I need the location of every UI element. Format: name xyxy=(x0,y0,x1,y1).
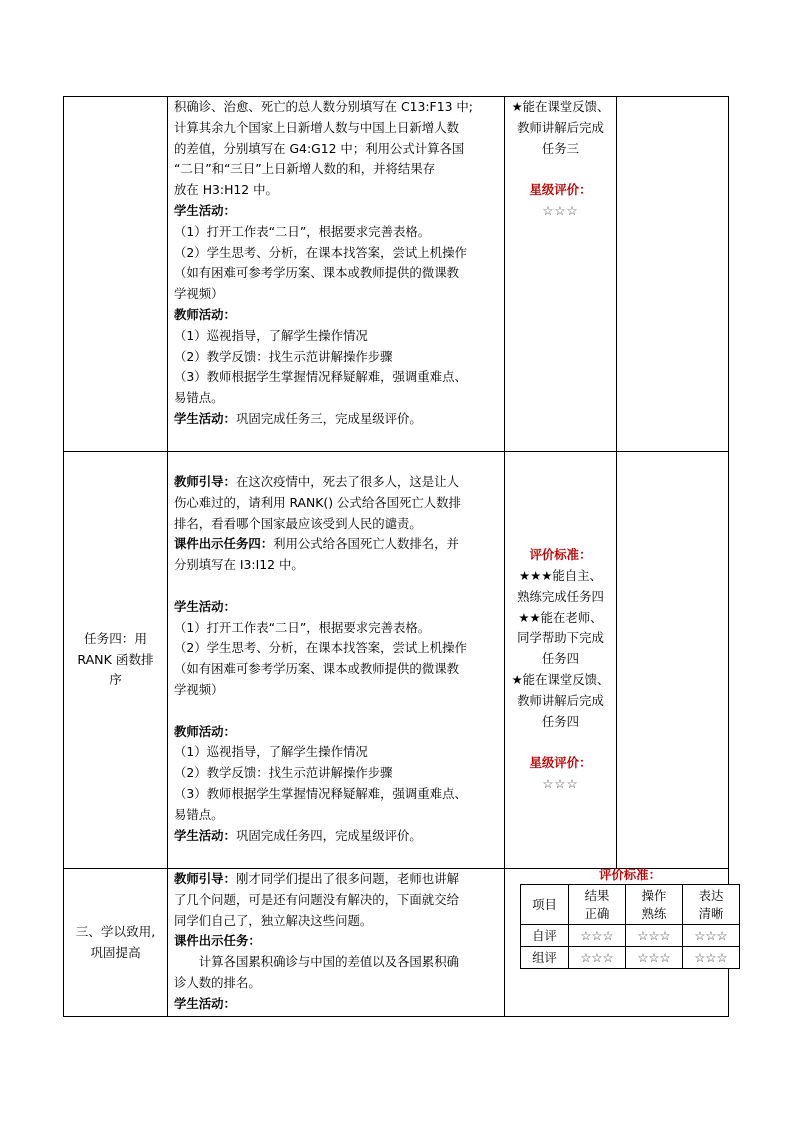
table-row xyxy=(521,925,740,947)
content-line xyxy=(174,701,500,722)
content-line xyxy=(174,284,500,305)
content-line xyxy=(174,347,500,368)
row3-content xyxy=(168,869,504,1015)
body-text: （3）教师根据学生掌握情况释疑解难，强调重难点、 xyxy=(174,785,467,801)
content-line xyxy=(174,118,500,139)
content-line xyxy=(174,805,500,826)
bold-label: 教师活动： xyxy=(174,723,236,739)
body-text: （1）巡视指导，了解学生操作情况 xyxy=(174,327,368,343)
content-line xyxy=(174,305,500,326)
row1-eval-cell xyxy=(505,97,617,452)
bold-label: 教师引导： xyxy=(174,474,236,489)
body-text: 刚才同学们提出了很多问题，老师也讲解 xyxy=(235,871,459,886)
content-line xyxy=(174,742,500,763)
bold-label: 课件出示任务： xyxy=(174,933,261,949)
body-text: 排名，看看哪个国家最应该受到人民的谴责。 xyxy=(174,515,422,531)
star-rating-title: 星级评价： xyxy=(529,182,592,198)
eval-stars: ☆☆☆ xyxy=(569,925,626,947)
row1-eval-line: ★能在课堂反馈、 xyxy=(511,99,610,114)
content-line xyxy=(174,784,500,805)
row1-eval-line: 教师讲解后完成 xyxy=(517,119,604,135)
evaluation-criteria-box xyxy=(520,866,740,969)
content-line xyxy=(174,638,500,659)
body-text: 利用公式给各国死亡人数排名，并 xyxy=(273,536,459,552)
content-line xyxy=(174,911,500,932)
eval-header-cell xyxy=(626,885,683,925)
eval-header-cell: 项目 xyxy=(521,885,569,925)
star-rating-title: 星级评价： xyxy=(529,755,592,771)
eval-header-text: 熟练 xyxy=(641,905,667,921)
eval-criteria-title: 评价标准： xyxy=(529,547,592,563)
content-line xyxy=(174,139,500,160)
body-text: 计算各国累积确诊与中国的差值以及各国累积确 xyxy=(174,954,459,970)
task-four-label: 任务四：用 RANK 函数排 序 xyxy=(77,630,154,688)
row3-label-cell xyxy=(64,869,168,1017)
eval-stars: ☆☆☆ xyxy=(626,947,683,969)
eval-header-text: 结果 xyxy=(584,887,610,903)
evaluation-table xyxy=(520,884,740,969)
body-text: “二日”和“三日”上日新增人数的和，并将结果存 xyxy=(174,161,436,177)
content-line xyxy=(174,472,500,493)
row1-eval-line: 任务三 xyxy=(541,140,580,156)
body-text: （1）巡视指导，了解学生操作情况 xyxy=(174,744,368,760)
content-line xyxy=(174,826,500,847)
content-line xyxy=(174,534,500,555)
apply-section-label: 三、学以致用, 巩固提高 xyxy=(75,923,156,960)
body-text: 计算其余九个国家上日新增人数与中国上日新增人数 xyxy=(174,119,459,135)
content-line xyxy=(174,618,500,639)
content-line xyxy=(174,263,500,284)
body-text: 的差值，分别填写在 G4:G12 中；利用公式计算各国 xyxy=(174,140,465,156)
content-line xyxy=(174,159,500,180)
row1-content-cell xyxy=(168,97,505,452)
eval-stars: ☆☆☆ xyxy=(569,947,626,969)
body-text: （1）打开工作表“二日”，根据要求完善表格。 xyxy=(174,223,431,239)
eval-header-text: 清晰 xyxy=(698,905,724,921)
bold-label: 学生活动： xyxy=(174,202,236,218)
bold-label: 课件出示任务四： xyxy=(174,536,274,552)
row2-content-cell xyxy=(168,452,505,869)
content-line xyxy=(174,576,500,597)
content-line xyxy=(174,973,500,994)
body-text: 在这次疫情中，死去了很多人，这是让人 xyxy=(235,474,459,489)
content-line xyxy=(174,493,500,514)
eval-header-text: 正确 xyxy=(584,905,610,921)
bold-label: 学生活动： xyxy=(174,598,236,614)
eval-stars: ☆☆☆ xyxy=(626,925,683,947)
row1-label-cell xyxy=(64,97,168,452)
eval-stars: ☆☆☆ xyxy=(683,947,740,969)
body-text: （如有困难可参考学历案、课本或教师提供的微课教 xyxy=(174,265,459,281)
content-line xyxy=(174,388,500,409)
row2-empty-cell xyxy=(617,452,729,869)
star-rating-stars: ☆☆☆ xyxy=(542,775,579,791)
body-text: （2）学生思考、分析，在课本找答案，尝试上机操作 xyxy=(174,244,467,260)
body-text: （如有困难可参考学历案、课本或教师提供的微课教 xyxy=(174,661,459,677)
row1-empty-cell xyxy=(617,97,729,452)
content-line xyxy=(174,201,500,222)
content-line xyxy=(174,931,500,952)
eval-header-text: 操作 xyxy=(641,887,667,903)
body-text: 巩固完成任务四，完成星级评价。 xyxy=(235,827,422,843)
body-text: 学视频） xyxy=(174,681,224,697)
content-line xyxy=(174,722,500,743)
body-text: 巩固完成任务三，完成星级评价。 xyxy=(235,410,422,426)
content-line xyxy=(174,763,500,784)
eval-header-cell xyxy=(683,885,740,925)
eval-table-title: 评价标准： xyxy=(599,867,661,882)
body-text: 积确诊、治愈、死亡的总人数分别填写在 C13:F13 中; xyxy=(174,99,473,114)
body-text: 了几个问题，可是还有问题没有解决的，下面就交给 xyxy=(174,891,459,907)
body-text: 放在 H3:H12 中。 xyxy=(174,182,278,198)
body-text: （2）学生思考、分析，在课本找答案，尝试上机操作 xyxy=(174,640,467,656)
content-line xyxy=(174,890,500,911)
content-line xyxy=(174,659,500,680)
row1-content xyxy=(168,97,504,430)
content-line xyxy=(174,952,500,973)
row2-eval: 评价标准： ★★★能自主、 熟练完成任务四 ★★能在老师、 同学帮助下完成 任务四 ★能在课堂反馈、 教师讲解后完成 任务四 星级评价： ☆☆☆ xyxy=(505,525,616,795)
body-text: （1）打开工作表“二日”，根据要求完善表格。 xyxy=(174,619,431,635)
body-text: （2）教学反馈：找生示范讲解操作步骤 xyxy=(174,765,393,781)
body-text: （2）教学反馈：找生示范讲解操作步骤 xyxy=(174,348,393,364)
table-row-task-four xyxy=(64,452,729,869)
row2-content xyxy=(168,452,504,846)
row2-eval-cell xyxy=(505,452,617,869)
body-text: 易错点。 xyxy=(174,806,224,822)
content-line xyxy=(174,180,500,201)
content-line xyxy=(174,597,500,618)
content-line xyxy=(174,680,500,701)
row1-eval xyxy=(505,97,616,222)
body-text: 伤心难过的，请利用 RANK() 公式给各国死亡人数排 xyxy=(174,494,461,510)
eval-row-label: 组评 xyxy=(521,947,569,969)
content-line xyxy=(174,326,500,347)
table-row-task-three xyxy=(64,97,729,452)
table-row xyxy=(521,947,740,969)
body-text: 同学们自己了，独立解决这些问题。 xyxy=(174,912,373,928)
eval-table-header-row xyxy=(521,885,740,925)
content-line xyxy=(174,555,500,576)
bold-label: 学生活动： xyxy=(174,995,236,1011)
content-line xyxy=(174,409,500,430)
star-rating-stars: ☆☆☆ xyxy=(542,202,579,218)
body-text: 诊人数的排名。 xyxy=(174,974,261,990)
content-line xyxy=(174,97,500,118)
bold-label: 学生活动： xyxy=(174,410,236,426)
body-text: 易错点。 xyxy=(174,390,224,406)
body-text: （3）教师根据学生掌握情况释疑解难，强调重难点、 xyxy=(174,369,467,385)
content-line xyxy=(174,243,500,264)
content-line xyxy=(174,994,500,1015)
content-line xyxy=(174,869,500,890)
bold-label: 学生活动： xyxy=(174,827,236,843)
content-line xyxy=(174,514,500,535)
bold-label: 教师引导： xyxy=(174,871,236,886)
content-line xyxy=(174,367,500,388)
content-line xyxy=(174,222,500,243)
eval-header-text: 表达 xyxy=(698,887,724,903)
body-text: 分别填写在 I3:I12 中。 xyxy=(174,557,304,573)
eval-header-cell xyxy=(569,885,626,925)
row2-label-cell xyxy=(64,452,168,869)
body-text: 学视频） xyxy=(174,286,224,302)
row3-content-cell xyxy=(168,869,505,1017)
eval-stars: ☆☆☆ xyxy=(683,925,740,947)
bold-label: 教师活动： xyxy=(174,306,236,322)
eval-row-label: 自评 xyxy=(521,925,569,947)
